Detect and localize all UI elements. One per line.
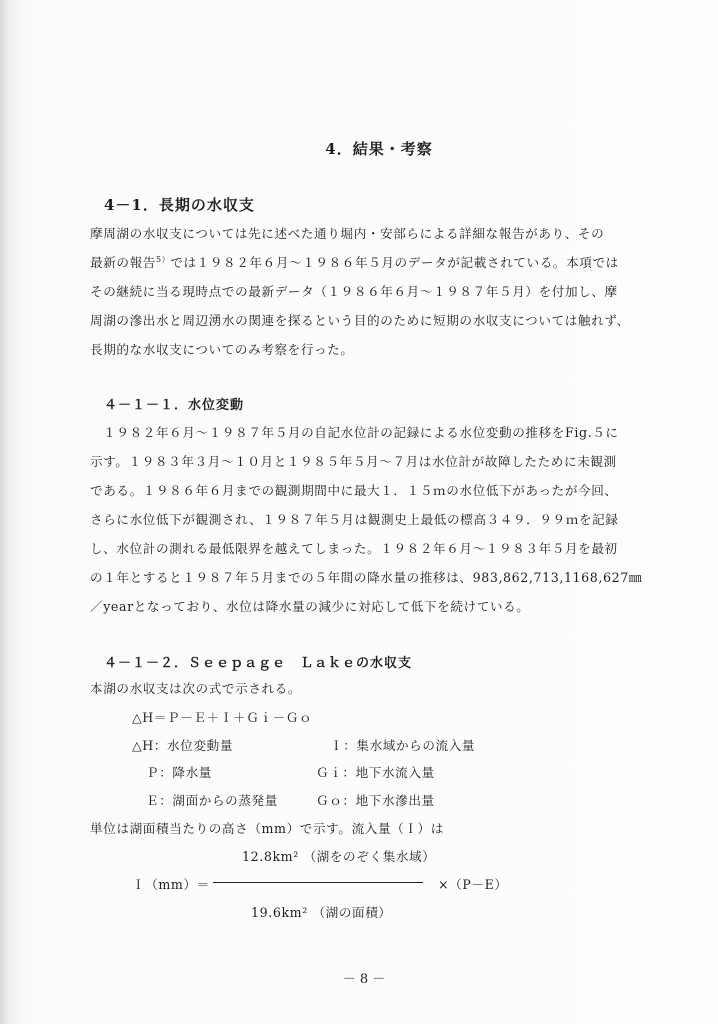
water-balance-equation: △H＝Ｐ－Ｅ＋Ｉ＋Ｇｉ－Ｇｏ bbox=[132, 710, 313, 725]
page-number: － 8 － bbox=[342, 972, 386, 987]
fraction-numerator: 12.8km² （湖をのぞく集水域） bbox=[242, 849, 436, 864]
definition-left: Ｐ：降水量 bbox=[146, 765, 212, 780]
paragraph-line: 示す。１９８３年３月～１０月と１９８５年５月～７月は水位計が故障したために未観測 bbox=[90, 454, 617, 469]
paragraph-line: である。１９８６年６月までの観測期間中に最大１．１５ｍの水位低下があったが今回、 bbox=[90, 483, 618, 498]
paragraph-line: 最新の報告$^{5)}$では１９８２年６月～１９８６年５月のデータが記載されている。本項では bbox=[90, 254, 619, 270]
paragraph-line: ／yearとなっており、水位は降水量の減少に対応して低下を続けている。 bbox=[90, 599, 530, 614]
definition-right: Ｇｉ：地下水流入量 bbox=[316, 765, 435, 780]
definition-right: Ｇｏ：地下水滲出量 bbox=[316, 793, 435, 808]
definition-left: Ｅ：湖面からの蒸発量 bbox=[146, 793, 278, 808]
subsection-heading-4-1-2: ４－１－２．Ｓｅｅｐａｇｅ Ｌａｋｅの水収支 bbox=[104, 656, 413, 671]
subsection-heading-4-1-1: ４－１－１．水位変動 bbox=[104, 398, 245, 413]
unit-note: 単位は湖面積当たりの高さ（mm）で示す。流入量（Ｉ）は bbox=[90, 821, 444, 836]
section-title: 4．結果・考察 bbox=[325, 140, 433, 158]
paragraph-line: の１年とすると１９８７年５月までの５年間の降水量の推移は、983,862,713,1168,627㎜ bbox=[90, 570, 643, 585]
paragraph-line: １９８２年６月～１９８７年５月の自記水位計の記録による水位変動の推移をFig.５に bbox=[90, 425, 619, 440]
paragraph-line: さらに水位低下が観測され、１９８７年５月は観測史上最低の標高３４９．９９ｍを記録 bbox=[90, 512, 619, 527]
paragraph-line: 摩周湖の水収支については先に述べた通り堀内・安部らによる詳細な報告があり、その bbox=[90, 226, 605, 241]
subsection-heading-4-1: 4－1．長期の水収支 bbox=[104, 196, 255, 214]
fraction-denominator: 19.6km² （湖の面積） bbox=[251, 905, 392, 920]
fraction-bar bbox=[213, 882, 423, 883]
fraction-lhs: Ｉ（mm）＝ bbox=[132, 877, 210, 892]
intro-line: 本湖の水収支は次の式で示される。 bbox=[90, 681, 302, 696]
definition-right: Ｉ：集水域からの流入量 bbox=[330, 738, 476, 753]
paragraph-line: し、水位計の測れる最低限界を越えてしまった。１９８２年６月～１９８３年５月を最初 bbox=[90, 541, 618, 556]
fraction-rhs: ×（P－E） bbox=[438, 877, 508, 892]
paragraph-line: 長期的な水収支についてのみ考察を行った。 bbox=[90, 342, 354, 357]
definition-left: △H：水位変動量 bbox=[132, 738, 234, 753]
paragraph-line: 周湖の滲出水と周辺湧水の関連を探るという目的のために短期の水収支については触れず、 bbox=[90, 313, 630, 328]
paragraph-line: その継続に当る現時点での最新データ（１９８６年６月～１９８７年５月）を付加し、摩 bbox=[90, 284, 618, 299]
